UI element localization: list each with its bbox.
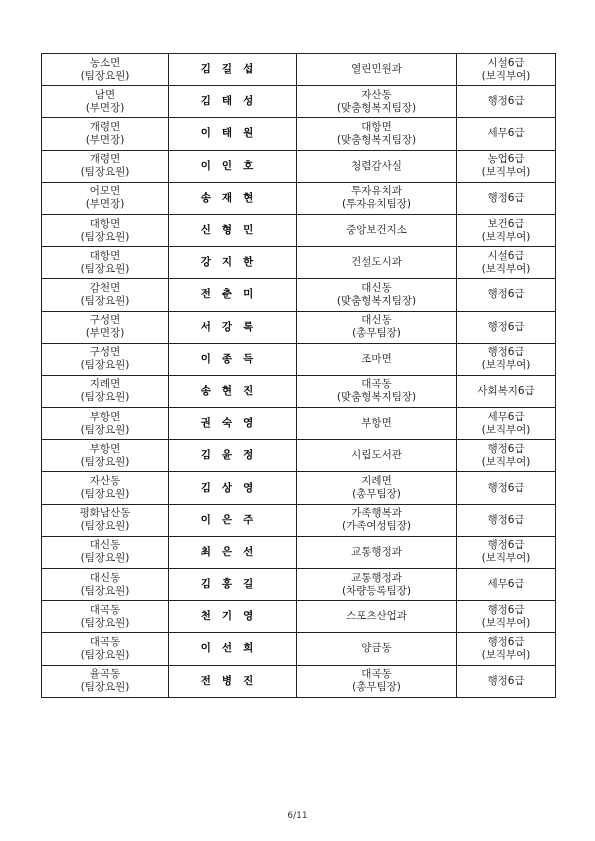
new-post-cell — [297, 665, 457, 697]
previous-post-cell — [42, 182, 169, 214]
grade-cell — [457, 601, 556, 633]
new-post-cell-line: (맞춤형복지팀장) — [336, 391, 417, 404]
grade-cell-line: 사회복지6급 — [477, 384, 535, 397]
previous-post-cell — [42, 408, 169, 440]
new-post-cell — [297, 504, 457, 536]
new-post-cell-line: 부항면 — [361, 417, 392, 430]
personnel-table — [41, 53, 556, 698]
new-post-cell-line: 교통행정과 — [351, 545, 402, 558]
previous-post-cell-line: 자산동 — [89, 475, 121, 488]
table-row — [42, 472, 556, 504]
previous-post-cell — [42, 665, 169, 697]
grade-cell-line: 행정6급 — [487, 95, 525, 108]
name-cell: 송재현 — [169, 182, 297, 214]
new-post-cell-line: (총무팀장) — [352, 327, 401, 340]
new-post-cell-line: 지례면 — [361, 475, 392, 488]
new-post-cell-line: 자산동 — [361, 88, 392, 101]
grade-cell-line: 시설6급 — [487, 249, 525, 262]
new-post-cell-line: 열린민원과 — [351, 63, 402, 76]
previous-post-cell — [42, 504, 169, 536]
page-number: 6/11 — [287, 811, 308, 821]
table-row — [42, 279, 556, 311]
grade-cell-line: (보직부여) — [481, 648, 531, 661]
grade-cell — [457, 504, 556, 536]
grade-cell — [457, 375, 556, 407]
previous-post-cell-line: (팀장요원) — [80, 681, 130, 694]
new-post-cell — [297, 311, 457, 343]
grade-cell-line: (보직부여) — [481, 552, 531, 565]
grade-cell-line: 행정6급 — [487, 288, 525, 301]
new-post-cell-line: 시립도서관 — [351, 449, 402, 462]
previous-post-cell-line: 구성면 — [89, 346, 121, 359]
previous-post-cell-line: (팀장요원) — [80, 552, 130, 565]
previous-post-cell-line: 개령면 — [89, 153, 121, 166]
new-post-cell-line: 스포츠산업과 — [346, 610, 407, 623]
grade-cell-line: 행정6급 — [487, 539, 525, 552]
new-post-cell — [297, 279, 457, 311]
name-cell: 이인호 — [169, 150, 297, 182]
new-post-cell-line: 청렴감사실 — [351, 159, 402, 172]
new-post-cell-line: (차량등록팀장) — [341, 584, 412, 597]
new-post-cell-line: 조마면 — [361, 352, 392, 365]
previous-post-cell-line: 어모면 — [89, 185, 121, 198]
previous-post-cell-line: 농소면 — [89, 56, 121, 69]
grade-cell-line: 시설6급 — [487, 56, 525, 69]
previous-post-cell-line: 개령면 — [89, 120, 121, 133]
grade-cell-line: 행정6급 — [487, 635, 525, 648]
new-post-cell-line: (맞춤형복지팀장) — [336, 101, 417, 114]
grade-cell — [457, 86, 556, 118]
grade-cell — [457, 279, 556, 311]
previous-post-cell-line: 구성면 — [89, 314, 121, 327]
previous-post-cell-line: (팀장요원) — [80, 391, 130, 404]
grade-cell-line: 세무6급 — [487, 578, 525, 591]
name-cell: 최은선 — [169, 536, 297, 568]
grade-cell — [457, 665, 556, 697]
new-post-cell-line: 양금동 — [361, 642, 392, 655]
grade-cell — [457, 150, 556, 182]
new-post-cell — [297, 375, 457, 407]
new-post-cell-line: (맞춤형복지팀장) — [336, 294, 417, 307]
table-row — [42, 375, 556, 407]
grade-cell-line: (보직부여) — [481, 423, 531, 436]
grade-cell — [457, 408, 556, 440]
previous-post-cell-line: (팀장요원) — [80, 488, 130, 501]
table-row — [42, 601, 556, 633]
previous-post-cell-line: (팀장요원) — [80, 166, 130, 179]
previous-post-cell-line: 대신동 — [89, 539, 121, 552]
previous-post-cell — [42, 311, 169, 343]
previous-post-cell — [42, 247, 169, 279]
previous-post-cell — [42, 214, 169, 246]
new-post-cell — [297, 440, 457, 472]
name-cell: 김윤정 — [169, 440, 297, 472]
previous-post-cell-line: 대항면 — [89, 217, 121, 230]
table-row — [42, 343, 556, 375]
grade-cell-line: (보직부여) — [481, 69, 531, 82]
grade-cell-line: 행정6급 — [487, 603, 525, 616]
previous-post-cell-line: (팀장요원) — [80, 423, 130, 436]
name-cell: 서강록 — [169, 311, 297, 343]
new-post-cell — [297, 408, 457, 440]
previous-post-cell-line: (부면장) — [85, 101, 125, 114]
grade-cell-line: 행정6급 — [487, 481, 525, 494]
table-row — [42, 665, 556, 697]
new-post-cell — [297, 247, 457, 279]
previous-post-cell-line: 율곡동 — [89, 668, 121, 681]
grade-cell-line: 행정6급 — [487, 442, 525, 455]
table-row — [42, 214, 556, 246]
name-cell: 권숙영 — [169, 408, 297, 440]
new-post-cell — [297, 86, 457, 118]
previous-post-cell-line: (팀장요원) — [80, 584, 130, 597]
new-post-cell-line: 대항면 — [361, 120, 392, 133]
previous-post-cell-line: (팀장요원) — [80, 455, 130, 468]
name-cell: 이종득 — [169, 343, 297, 375]
previous-post-cell — [42, 54, 169, 86]
name-cell: 전병진 — [169, 665, 297, 697]
new-post-cell — [297, 150, 457, 182]
previous-post-cell — [42, 472, 169, 504]
grade-cell — [457, 118, 556, 150]
grade-cell-line: 행정6급 — [487, 513, 525, 526]
previous-post-cell-line: 대곡동 — [89, 603, 121, 616]
name-cell: 이선희 — [169, 633, 297, 665]
table-row — [42, 182, 556, 214]
previous-post-cell-line: (팀장요원) — [80, 648, 130, 661]
table-row — [42, 247, 556, 279]
previous-post-cell — [42, 375, 169, 407]
previous-post-cell-line: (팀장요원) — [80, 294, 130, 307]
table-row — [42, 536, 556, 568]
grade-cell-line: 보건6급 — [487, 217, 525, 230]
new-post-cell — [297, 118, 457, 150]
name-cell: 강지한 — [169, 247, 297, 279]
previous-post-cell — [42, 86, 169, 118]
grade-cell-line: 세무6급 — [487, 127, 525, 140]
name-cell: 김길섭 — [169, 54, 297, 86]
table-row — [42, 408, 556, 440]
new-post-cell-line: 대곡동 — [361, 378, 392, 391]
table-row — [42, 86, 556, 118]
name-cell: 김태성 — [169, 86, 297, 118]
previous-post-cell-line: 남면 — [94, 88, 116, 101]
new-post-cell-line: (맞춤형복지팀장) — [336, 133, 417, 146]
new-post-cell-line: 대곡동 — [361, 668, 392, 681]
previous-post-cell-line: (부면장) — [85, 133, 125, 146]
previous-post-cell-line: (부면장) — [85, 327, 125, 340]
previous-post-cell — [42, 440, 169, 472]
table-row — [42, 440, 556, 472]
previous-post-cell-line: 부항면 — [89, 410, 121, 423]
grade-cell-line: 농업6급 — [487, 153, 525, 166]
previous-post-cell — [42, 601, 169, 633]
new-post-cell — [297, 343, 457, 375]
grade-cell-line: (보직부여) — [481, 230, 531, 243]
name-cell: 이태원 — [169, 118, 297, 150]
name-cell: 신형민 — [169, 214, 297, 246]
grade-cell — [457, 536, 556, 568]
grade-cell — [457, 182, 556, 214]
grade-cell-line: (보직부여) — [481, 455, 531, 468]
grade-cell — [457, 214, 556, 246]
previous-post-cell-line: (팀장요원) — [80, 359, 130, 372]
table-row — [42, 118, 556, 150]
previous-post-cell-line: 대곡동 — [89, 635, 121, 648]
grade-cell-line: (보직부여) — [481, 262, 531, 275]
grade-cell-line: (보직부여) — [481, 616, 531, 629]
previous-post-cell — [42, 343, 169, 375]
table-row — [42, 504, 556, 536]
grade-cell-line: (보직부여) — [481, 166, 531, 179]
name-cell: 김상영 — [169, 472, 297, 504]
previous-post-cell — [42, 150, 169, 182]
new-post-cell — [297, 536, 457, 568]
grade-cell — [457, 311, 556, 343]
new-post-cell-line: (총무팀장) — [352, 488, 401, 501]
previous-post-cell-line: 부항면 — [89, 442, 121, 455]
new-post-cell — [297, 601, 457, 633]
grade-cell-line: (보직부여) — [481, 359, 531, 372]
previous-post-cell-line: 감천면 — [89, 281, 121, 294]
new-post-cell-line: (총무팀장) — [352, 681, 401, 694]
previous-post-cell-line: 평화남산동 — [79, 507, 131, 520]
table-row — [42, 150, 556, 182]
grade-cell-line: 행정6급 — [487, 674, 525, 687]
previous-post-cell-line: (팀장요원) — [80, 262, 130, 275]
grade-cell-line: 행정6급 — [487, 191, 525, 204]
table-row — [42, 311, 556, 343]
new-post-cell — [297, 214, 457, 246]
name-cell: 김홍길 — [169, 569, 297, 601]
grade-cell-line: 행정6급 — [487, 320, 525, 333]
previous-post-cell-line: (팀장요원) — [80, 230, 130, 243]
previous-post-cell-line: 지례면 — [89, 378, 121, 391]
new-post-cell-line: 가족행복과 — [351, 507, 402, 520]
grade-cell — [457, 633, 556, 665]
new-post-cell-line: (투자유치팀장) — [341, 198, 412, 211]
previous-post-cell-line: (부면장) — [85, 198, 125, 211]
grade-cell-line: 세무6급 — [487, 410, 525, 423]
previous-post-cell — [42, 633, 169, 665]
previous-post-cell — [42, 569, 169, 601]
previous-post-cell — [42, 536, 169, 568]
grade-cell-line: 행정6급 — [487, 346, 525, 359]
name-cell: 송현진 — [169, 375, 297, 407]
previous-post-cell — [42, 279, 169, 311]
grade-cell — [457, 343, 556, 375]
new-post-cell — [297, 569, 457, 601]
grade-cell — [457, 472, 556, 504]
grade-cell — [457, 440, 556, 472]
previous-post-cell-line: 대항면 — [89, 249, 121, 262]
previous-post-cell-line: (팀장요원) — [80, 520, 130, 533]
table-row — [42, 633, 556, 665]
previous-post-cell-line: 대신동 — [89, 571, 121, 584]
new-post-cell-line: 건설도시과 — [351, 256, 402, 269]
new-post-cell-line: (가족여성팀장) — [341, 520, 412, 533]
new-post-cell-line: 중앙보건지소 — [346, 224, 407, 237]
table-row — [42, 54, 556, 86]
new-post-cell — [297, 633, 457, 665]
previous-post-cell-line: (팀장요원) — [80, 616, 130, 629]
new-post-cell — [297, 472, 457, 504]
new-post-cell — [297, 54, 457, 86]
new-post-cell-line: 투자유치과 — [351, 185, 402, 198]
new-post-cell-line: 교통행정과 — [351, 571, 402, 584]
name-cell: 이은주 — [169, 504, 297, 536]
new-post-cell — [297, 182, 457, 214]
grade-cell — [457, 247, 556, 279]
grade-cell — [457, 569, 556, 601]
personnel-table-body — [42, 54, 556, 698]
new-post-cell-line: 대신동 — [361, 314, 392, 327]
name-cell: 전춘미 — [169, 279, 297, 311]
previous-post-cell-line: (팀장요원) — [80, 69, 130, 82]
name-cell: 천기영 — [169, 601, 297, 633]
previous-post-cell — [42, 118, 169, 150]
table-row — [42, 569, 556, 601]
grade-cell — [457, 54, 556, 86]
new-post-cell-line: 대신동 — [361, 281, 392, 294]
